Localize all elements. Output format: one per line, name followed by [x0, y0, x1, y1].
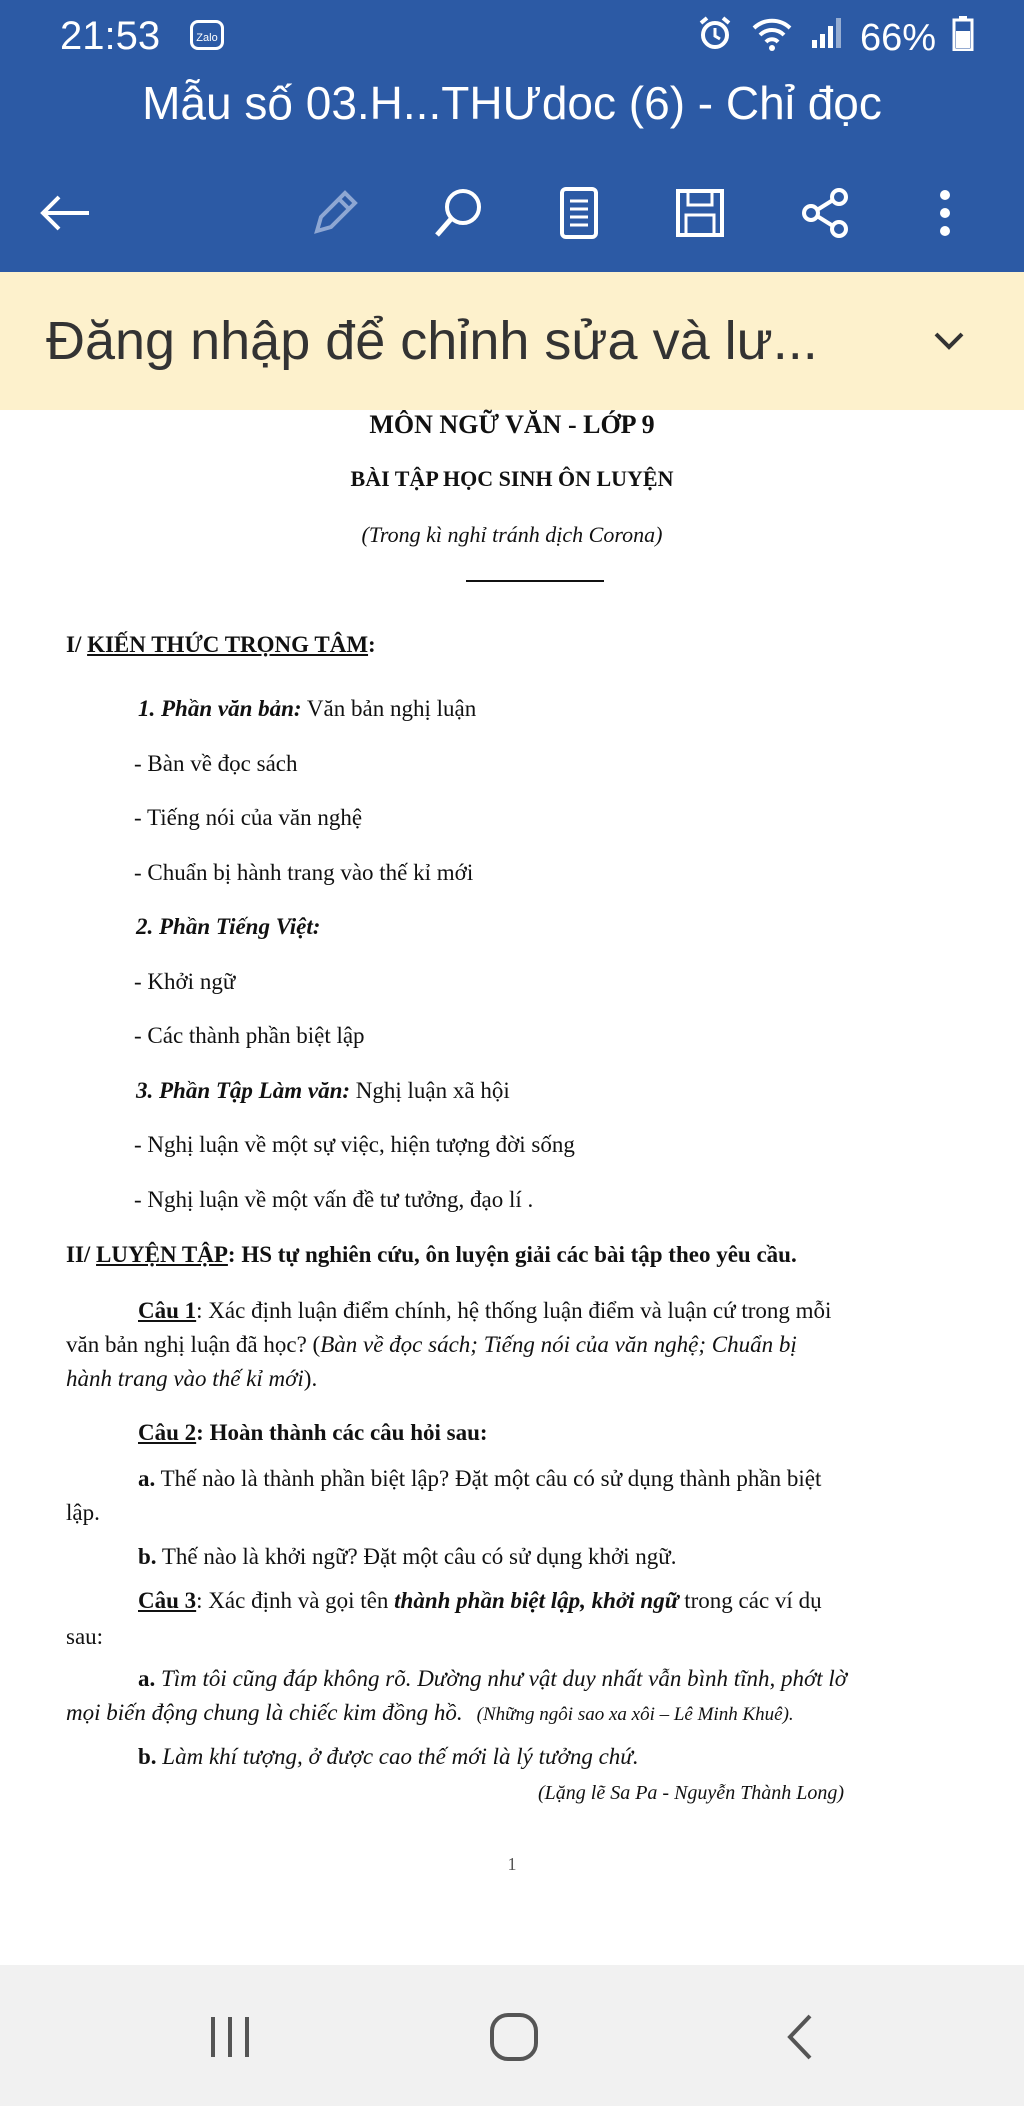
list-item: - Chuẩn bị hành trang vào thế kỉ mới — [134, 860, 474, 885]
sign-in-banner[interactable] — [0, 272, 1024, 410]
question-1-line-3: hành trang vào thế kỉ mới). — [66, 1366, 318, 1391]
doc-heading: MÔN NGỮ VĂN - LỚP 9 — [369, 410, 655, 439]
question-1-line-1: Câu 1: Xác định luận điểm chính, hệ thống luận điểm và luận cứ trong mỗi — [138, 1298, 832, 1323]
question-2a-line-1: a. Thế nào là thành phần biệt lập? Đặt một câu có sử dụng thành phần biệt — [138, 1466, 822, 1491]
question-3a-line-1: a. Tìm tôi cũng đáp không rõ. Dường như vật duy nhất vẫn bình tĩnh, phớt lờ — [138, 1666, 848, 1691]
section-1-heading: I/ KIẾN THỨC TRỌNG TÂM: — [66, 632, 376, 657]
question-3-line-2: sau: — [66, 1624, 104, 1649]
signal-icon — [810, 16, 844, 60]
app-header — [0, 72, 1024, 272]
pencil-icon[interactable] — [300, 178, 370, 248]
alarm-icon — [696, 14, 734, 62]
banner-text: Đăng nhập để chỉnh sửa và lư... — [46, 311, 818, 371]
question-3b: b. Làm khí tượng, ở được cao thế mới là lý tưởng chứ. — [138, 1744, 639, 1769]
list-item: - Bàn về đọc sách — [134, 751, 298, 776]
doc-subheading: BÀI TẬP HỌC SINH ÔN LUYỆN — [350, 466, 674, 491]
battery-percent: 66% — [859, 16, 936, 59]
question-1-line-2: văn bản nghị luận đã học? (Bàn về đọc sách; Tiếng nói của văn nghệ; Chuẩn bị — [66, 1332, 797, 1357]
save-icon[interactable] — [665, 178, 735, 248]
list-item: - Tiếng nói của văn nghệ — [134, 805, 363, 830]
toolbar — [0, 168, 1024, 258]
search-icon[interactable] — [424, 178, 494, 248]
recent-apps-icon[interactable] — [190, 2007, 270, 2067]
part-3: 3. Phần Tập Làm văn: Nghị luận xã hội — [136, 1078, 510, 1103]
status-time: 21:53 — [60, 14, 161, 58]
status-bar — [0, 0, 1024, 72]
share-icon[interactable] — [790, 178, 860, 248]
list-item: - Khởi ngữ — [134, 969, 236, 994]
doc-subtitle: (Trong kì nghỉ tránh dịch Corona) — [361, 522, 663, 547]
more-icon[interactable] — [910, 178, 980, 248]
chevron-down-icon[interactable] — [924, 316, 974, 366]
part-2: 2. Phần Tiếng Việt: — [136, 914, 321, 939]
question-3a-line-2: mọi biến động chung là chiếc kim đồng hồ. (Những ngôi sao xa xôi – Lê Minh Khuê). — [66, 1700, 794, 1725]
system-nav-bar — [0, 1965, 1024, 2106]
battery-icon — [952, 15, 974, 61]
wifi-icon — [750, 14, 794, 62]
section-2-heading: II/ LUYỆN TẬP: HS tự nghiên cứu, ôn luyện giải các bài tập theo yêu cầu. — [66, 1242, 797, 1267]
back-icon[interactable] — [760, 2007, 840, 2067]
part-1: 1. Phần văn bản: Văn bản nghị luận — [138, 696, 477, 721]
question-3-line-1: Câu 3: Xác định và gọi tên thành phần biệt lập, khởi ngữ trong các ví dụ — [138, 1588, 822, 1613]
list-item: - Nghị luận về một vấn đề tư tưởng, đạo lí . — [134, 1187, 534, 1212]
title-divider — [466, 580, 604, 582]
document-title: Mẫu số 03.H...THƯdoc (6) - Chỉ đọc — [142, 77, 882, 129]
question-3b-source: (Lặng lẽ Sa Pa - Nguyễn Thành Long) — [538, 1782, 845, 1804]
reading-view-icon[interactable] — [544, 178, 614, 248]
zalo-notification-icon: Zalo — [190, 20, 224, 50]
list-item: - Các thành phần biệt lập — [134, 1023, 365, 1048]
status-indicators — [696, 14, 974, 62]
question-2a-line-2: lập. — [66, 1500, 100, 1525]
back-arrow-icon[interactable] — [30, 178, 100, 248]
document-page — [0, 410, 1024, 1965]
list-item: - Nghị luận về một sự việc, hiện tượng đời sống — [134, 1132, 575, 1157]
page-number: 1 — [507, 1854, 517, 1874]
question-2: Câu 2: Hoàn thành các câu hỏi sau: — [138, 1420, 488, 1445]
question-2b: b. Thế nào là khởi ngữ? Đặt một câu có sử dụng khởi ngữ. — [138, 1544, 677, 1569]
home-icon[interactable] — [474, 2007, 554, 2067]
